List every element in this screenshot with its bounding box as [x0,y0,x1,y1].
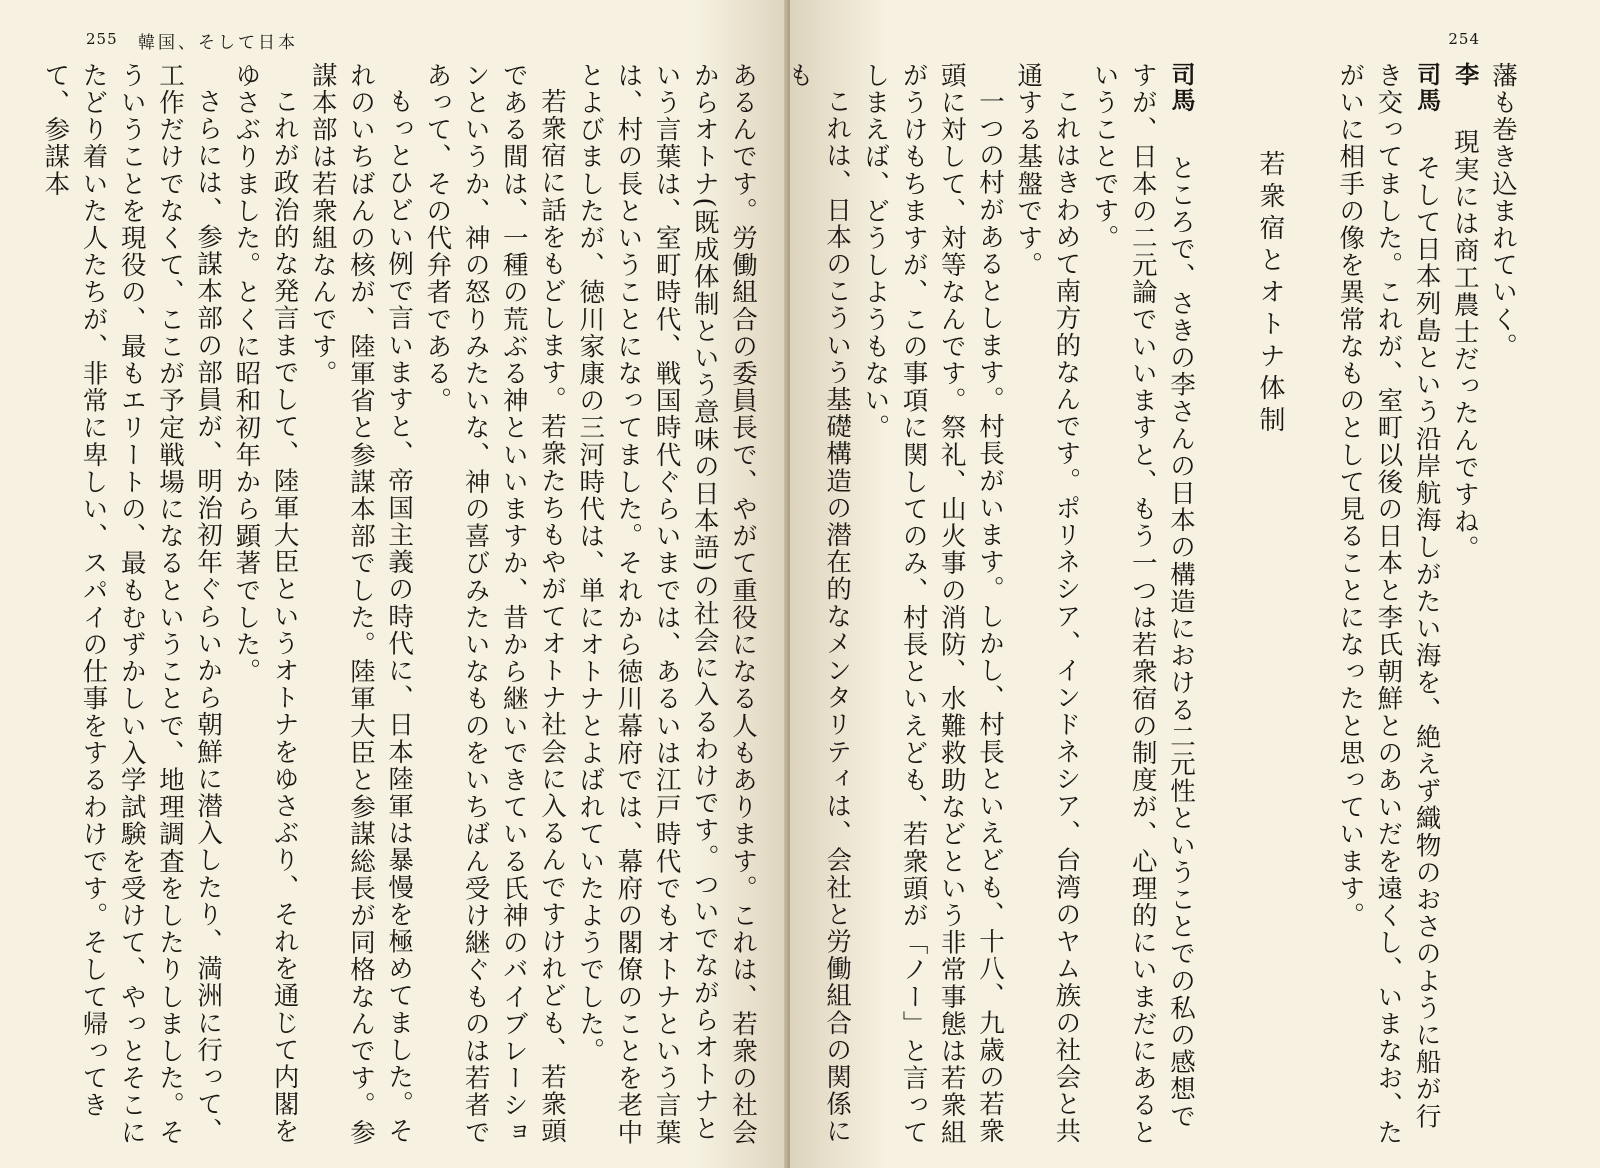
dialogue-text: ところで、さきの李さんの日本の構造における二元性ということでの私の感想ですが、日本の二元論でいいますと、もう一つは若衆宿の制度が、心理的にいまだにあるということです。 [1089,62,1196,1146]
paragraph: あるんです。労働組合の委員長で、やがて重役になる人もあります。これは、若衆の社会からオトナ(既成体制という意味の日本語)の社会に入るわけです。ついでながらオトナという言葉は、室町時代、戦国時代ぐらいまでは、あるいは江戸時代でもオトナという言葉は、村の長ということになってました。それから徳川幕府では、幕府の閣僚のことを老中とよびましたが、徳川家康の三河時代は、単にオトナとよばれていたようでした。 [575,62,758,1146]
speaker-label: 司馬 [1167,62,1195,114]
right-page-body-top [1292,62,1522,1152]
paragraph: これはきわめて南方的なんです。ポリネシア、インドネシア、台湾のヤム族の社会と共通する基盤です。 [1013,62,1082,1145]
paragraph: 一つの村があるとします。村長がいます。しかし、村長といえども、十八、九歳の若衆頭に対して、対等なんです。祭礼、山火事の消防、水難救助などという非常事態は若衆組がうけもちますが、この事項に関してのみ、村長といえども、若衆頭が「ノー」と言ってしまえば、どうしようもない。 [860,62,1005,1146]
right-page-body-bottom [783,62,1200,1152]
left-page-body [36,62,762,1152]
dialogue-line [1446,62,1484,1152]
paragraph: これが政治的な発言までして、陸軍大臣というオトナをゆさぶり、それを通じて内閣をゆさぶりました。とくに昭和初年から顕著でした。 [231,62,300,1145]
paragraph: もっとひどい例で言いますと、帝国主義の時代に、日本陸軍は暴慢を極めてました。それのいちばんの核が、陸軍省と参謀本部でした。陸軍大臣と参謀総長が同格なんです。参謀本部は若衆組なんです。 [307,62,415,1146]
paragraph: これは、日本のこういう基礎構造の潜在的なメンタリティは、会社と労働組合の関係にも [783,62,853,1145]
right-page [783,0,1600,1168]
left-page-number: 255 [86,30,118,48]
dialogue-line [1484,62,1522,1152]
speaker-label: 司馬 [1412,62,1441,114]
paragraph: 若衆宿に話をもどします。若衆たちもやがてオトナ社会に入るんですけれども、若衆頭である間は、一種の荒ぶる神といいますか、昔から継いできている氏神のバイブレーションというか、神の怒りみたいな、神の喜びみたいなものをいちばん受け継ぐものは若者であって、その代弁者である。 [422,62,567,1146]
paragraph: さらには、参謀本部の部員が、明治初年ぐらいから朝鮮に潜入したり、満洲に行って、工作だけでなくて、ここが予定戦場になるということで、地理調査をしたりしました。そういうことを現役の、最もエリートの、最もむずかしい入学試験を受けて、やっとそこにたどり着いた人たちが、非常に卑しい、スパイの仕事をするわけです。そして帰ってきて、参謀本 [40,62,224,1146]
dialogue-line [1085,62,1200,1152]
running-head: 韓国、そして日本 [138,33,298,53]
dialogue-line [1331,62,1446,1152]
dialogue-text: 現実には商工農士だったんですね。 [1449,128,1480,563]
speaker-label: 李 [1450,62,1479,88]
right-page-number: 254 [1448,30,1480,48]
left-page [0,0,790,1168]
dialogue-text: そして日本列島という沿岸航海しがたい海を、絶えず織物のおさのように船が行き交ってました。これが、室町以後の日本と李氏朝鮮とのあいだを遠くし、いまなお、たがいに相手の像を異常なものとして見ることになったと思っています。 [1335,62,1442,1146]
section-heading: 若衆宿とオトナ体制 [1255,150,1285,438]
dialogue-text: 藩も巻き込まれていく。 [1488,62,1518,361]
